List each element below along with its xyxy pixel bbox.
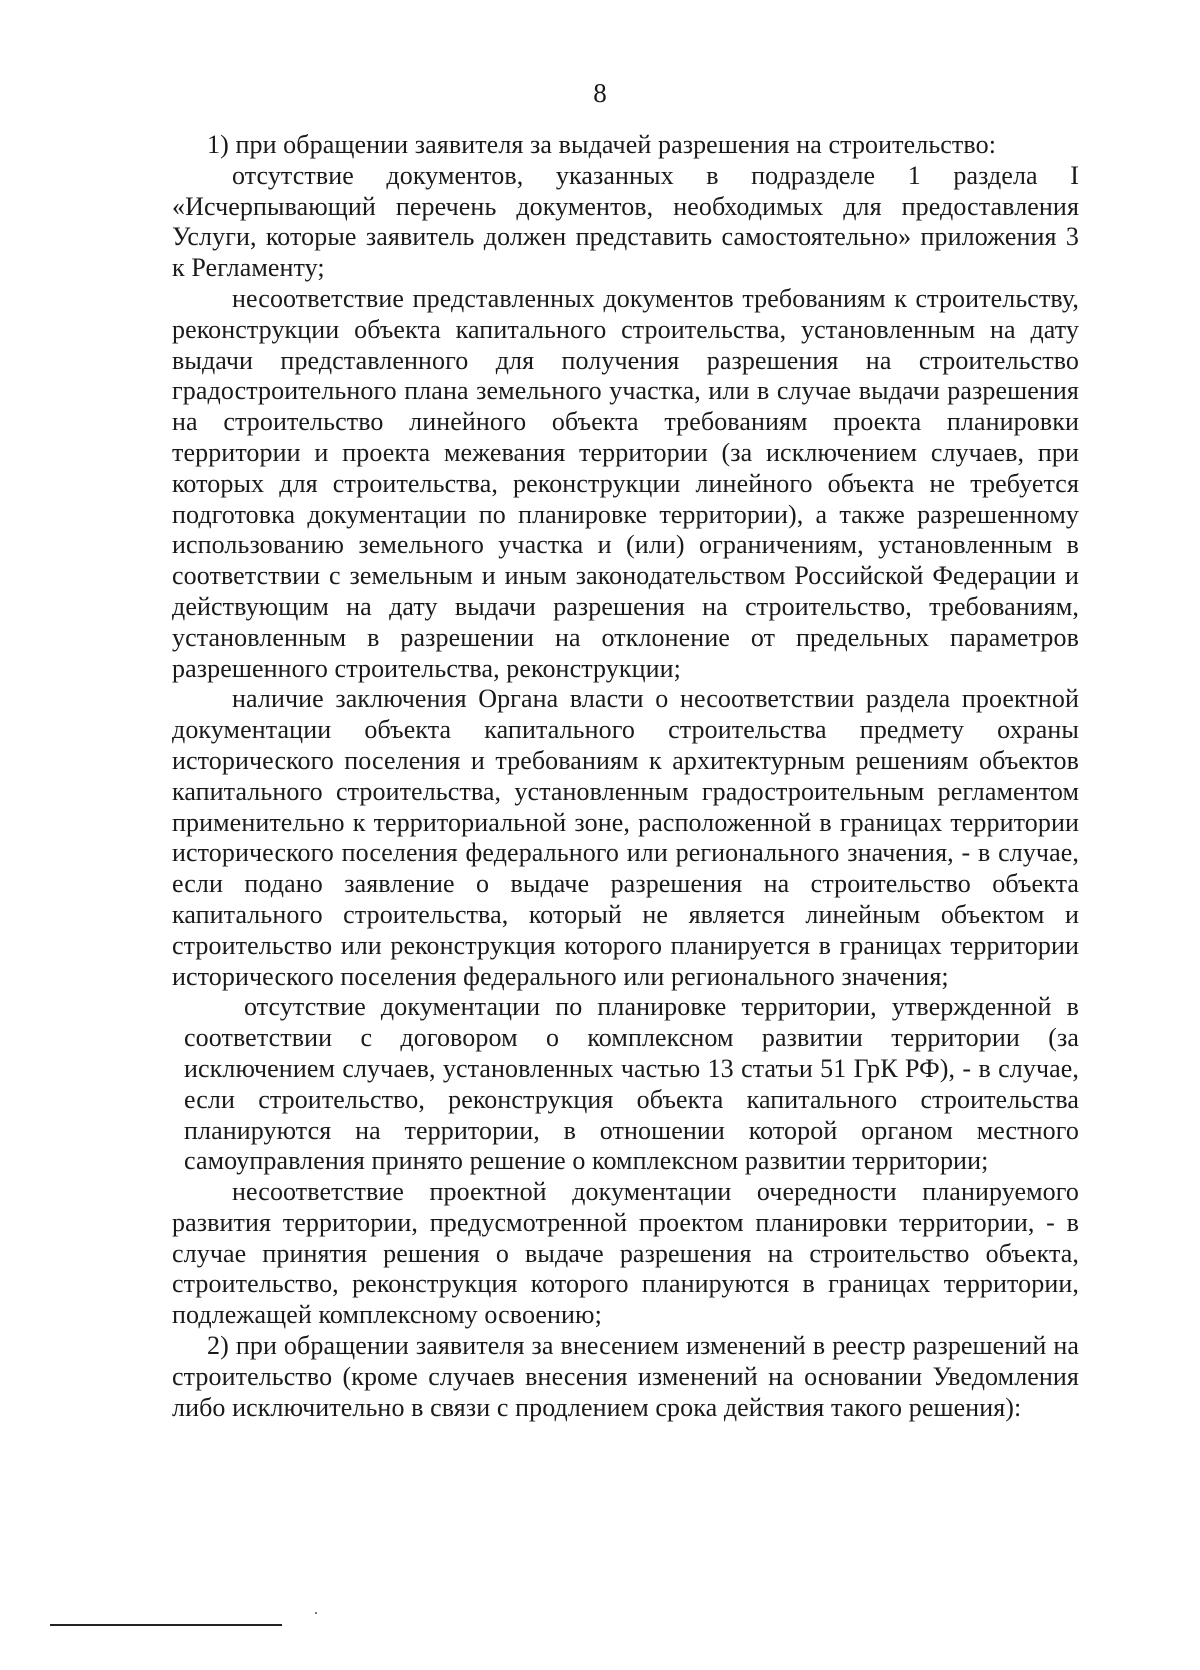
footer-separator-line [50,1624,282,1626]
paragraph-missing-documents: отсутствие документов, указанных в подразделе 1 раздела I «Исчерпывающий перечень документов, необходимых для предоставления Услуги, которые заявитель должен представить самостоятельно» приложения 3 к Регламенту; [172,160,1079,283]
paragraph-nonconformity-requirements: несоответствие представленных документов требованиям к строительству, реконструкции объекта капитального строительства, установленным на дату выдачи представленного для получения разрешения на строительство градостроительного плана земельного участка, или в случае выдачи разрешения на строительство линейного объекта требованиям проекта планировки территории и проекта межевания территории (за исключением случаев, при которых для строительства, реконструкции линейного объекта не требуется подготовка документации по планировке территории), а также разрешенному использованию земельного участка и (или) ограничениям, установленным в соответствии с земельным и иным законодательством Российской Федерации и действующим на дату выдачи разрешения на строительство, требованиям, установленным в разрешении на отклонение от предельных параметров разрешенного строительства, реконструкции; [172,283,1079,683]
paragraph-project-documentation: несоответствие проектной документации очередности планируемого развития территории, предусмотренной проектом планировки территории, - в случае принятия решения о выдаче разрешения на строительство объекта, строительство, реконструкция которого планируются в границах территории, подлежащей комплексному освоению; [172,1177,1079,1330]
paragraph-item-2: 2) при обращении заявителя за внесением изменений в реестр разрешений на строительство (кроме случаев внесения изменений на основании Уведомления либо исключительно в связи с продлением срока действия такого решения): [172,1331,1079,1422]
page-number: 8 [593,78,607,108]
paragraph-historic-settlement: наличие заключения Органа власти о несоответствии раздела проектной документации объекта капитального строительства предмету охраны исторического поселения и требованиям к архитектурным решениям объектов капитального строительства, установленным градостроительным регламентом применительно к территориальной зоне, расположенной в границах территории исторического поселения федерального или регионального значения, - в случае, если подано заявление о выдаче разрешения на строительство объекта капитального строительства, который не является линейным объектом и строительство или реконструкция которого планируется в границах территории исторического поселения федерального или регионального значения; [172,684,1079,991]
scan-speck [315,1612,317,1614]
paragraph-item-1: 1) при обращении заявителя за выдачей разрешения на строительство: [207,130,997,159]
document-body [172,130,1079,1423]
paragraph-planning-documentation: отсутствие документации по планировке территории, утвержденной в соответствии с договором о комплексном развитии территории (за исключением случаев, установленных частью 13 статьи 51 ГрК РФ), - в случае, если строительство, реконструкция объекта капитального строительства планируются на территории, в отношении которой органом местного самоуправления принято решение о комплексном развитии территории; [184,992,1079,1176]
